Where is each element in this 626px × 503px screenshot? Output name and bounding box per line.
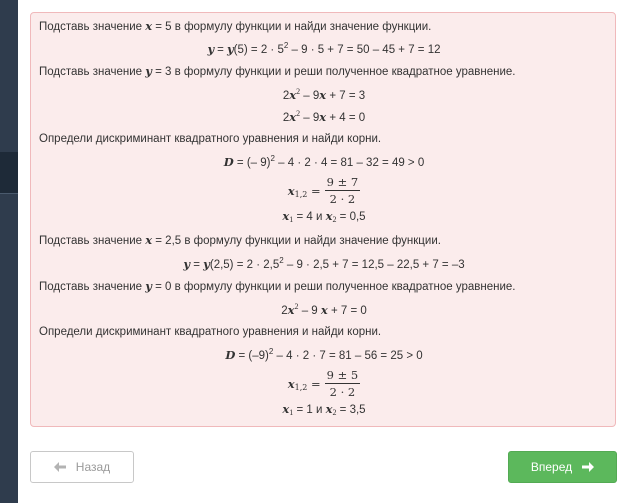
sidebar-strip bbox=[0, 0, 18, 503]
equation-2b: $2x^2 - 9x + 4 = 0$ bbox=[282, 109, 366, 124]
fraction-denominator: 2 · 2 bbox=[329, 192, 356, 206]
roots-1: $x_1 = 4$ и $x_2 = 0,5$ bbox=[282, 209, 366, 224]
back-button-label: Назад bbox=[75, 460, 111, 474]
fraction-numerator: 9 ± 7 bbox=[326, 175, 359, 189]
arrow-left-icon bbox=[54, 462, 66, 472]
arrow-right-icon bbox=[582, 462, 594, 472]
roots-2: $x_1 = 1$ и $x_2 = 3,5$ bbox=[282, 402, 366, 417]
roots-formula-1: $x_{1,2}$ = $\frac{9 \pm 7}{2 \cdot 2}$ bbox=[287, 175, 359, 206]
fraction-denominator: 2 · 2 bbox=[329, 385, 356, 399]
equation-5: $2x^2 - 9$ x + 7 = 0 bbox=[281, 302, 367, 317]
discriminant-1: D = (– 9)$^2$ – 4 · 2 · 4 = 81 – 32 = 49 > 0 bbox=[223, 154, 425, 169]
solution-panel bbox=[30, 12, 616, 427]
back-button[interactable] bbox=[30, 451, 134, 483]
fraction-numerator: 9 ± 5 bbox=[326, 368, 359, 382]
discriminant-2: $D = (-9)^2 - 4 \cdot 2 \cdot 7 = 81 - 56 = 25 > 0$ bbox=[225, 347, 423, 362]
sidebar-divider bbox=[0, 193, 18, 194]
equation-1: $y = y(5) = 2 \cdot 5^2 - 9 \cdot 5 + 7 = 50 - 45 + 7 = 12$ bbox=[207, 41, 441, 56]
step-3-text: Определи дискриминант квадратного уравнения и найди корни. bbox=[39, 133, 382, 145]
equation-4: $y = y(2,5) = 2 \cdot 2,5^2 - 9 \cdot 2,5 + 7 = 12,5 - 22,5 + 7 = -3$ bbox=[183, 256, 465, 271]
equation-2a: $2x^2 - 9x + 7 = 3$ bbox=[282, 87, 366, 102]
step-5-text: Подставь значение y = 0 в формулу функции и реши полученное квадратное уравнение. bbox=[39, 279, 516, 293]
step-6-text: Определи дискриминант квадратного уравнения и найди корни. bbox=[39, 326, 382, 338]
roots-formula-2: $x_{1,2}$ = $\frac{9 \pm 5}{2 \cdot 2}$ bbox=[287, 368, 359, 399]
sidebar-active-band bbox=[0, 152, 18, 193]
next-button[interactable] bbox=[508, 451, 617, 483]
step-2-text: Подставь значение y = 3 в формулу функции и реши полученное квадратное уравнение. bbox=[39, 64, 516, 78]
next-button-label: Вперед bbox=[530, 460, 573, 474]
step-4-text: Подставь значение x = 2,5 в формулу функции и найди значение функции. bbox=[39, 233, 441, 247]
step-1-text: Подставь значение x = 5 в формулу функции и найди значение функции. bbox=[39, 19, 432, 33]
